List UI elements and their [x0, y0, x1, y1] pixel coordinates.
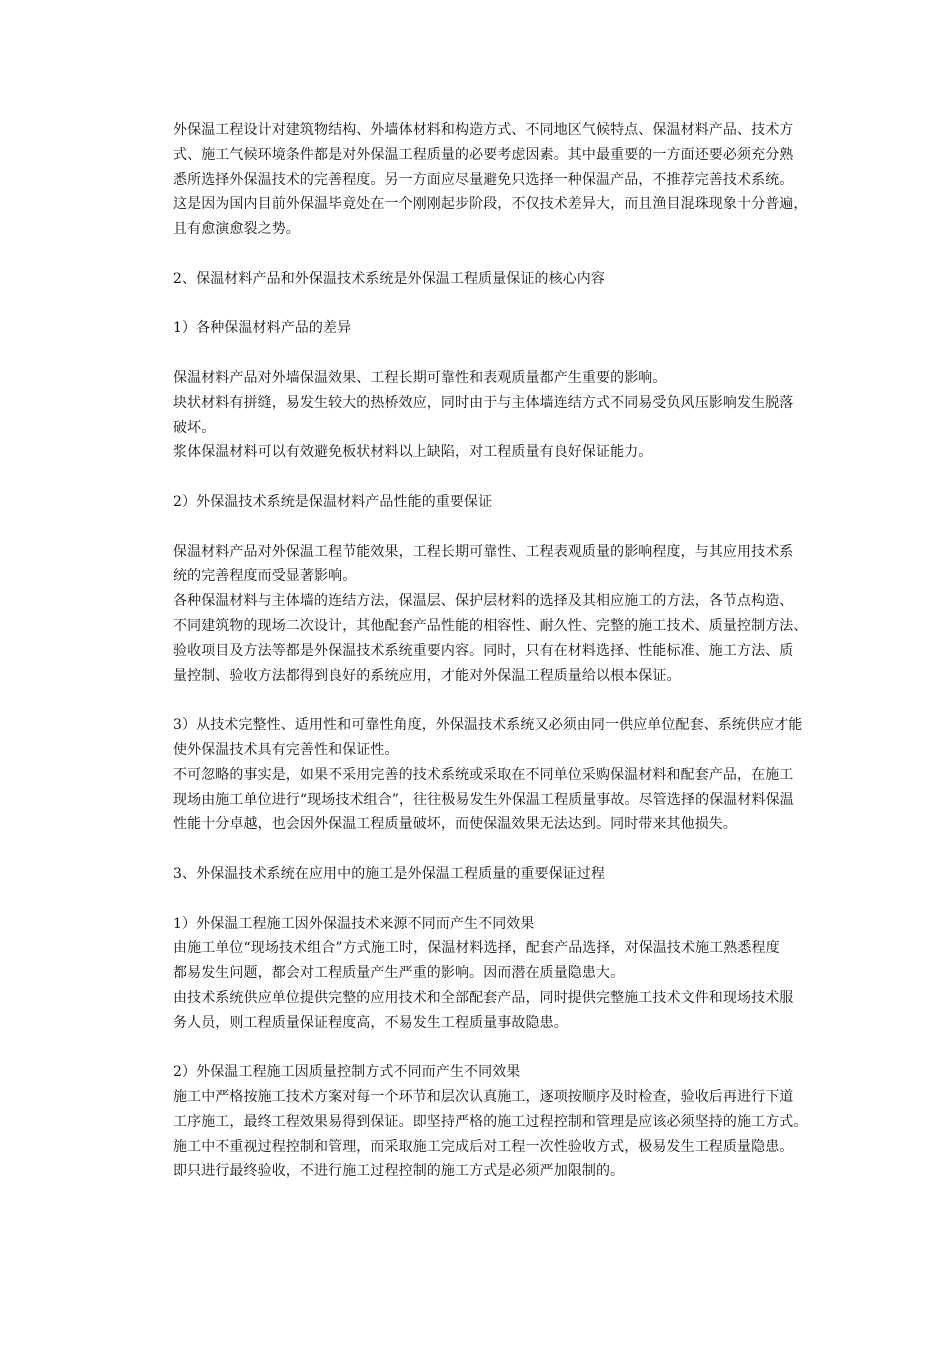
- text-line: 3、外保温技术系统在应用中的施工是外保温工程质量的重要保证过程: [173, 865, 606, 882]
- text-line: 量控制、验收方法都得到良好的系统应用，才能对外保温工程质量给以根本保证。: [173, 667, 681, 684]
- paragraph-gap: [173, 242, 813, 267]
- text-line: 2）外保温技术系统是保温材料产品性能的重要保证: [173, 493, 493, 510]
- text-line: 破坏。: [173, 419, 216, 436]
- paragraph-gap: [173, 887, 813, 912]
- text-line: 2、保温材料产品和外保温技术系统是外保温工程质量保证的核心内容: [173, 270, 606, 287]
- text-line: 性能十分卓越，也会因外保温工程质量破坏，而使保温效果无法达到。同时带来其他损失。: [173, 816, 737, 833]
- paragraph-gap: [173, 1035, 813, 1060]
- text-line: 使外保温技术具有完善性和保证性。: [173, 741, 399, 758]
- text-line: 都易发生问题，都会对工程质量产生严重的影响。因而潜在质量隐患大。: [173, 965, 625, 982]
- text-line: 块状材料有拼缝，易发生较大的热桥效应，同时由于与主体墙连结方式不同易受负风压影响发生脱落: [173, 394, 794, 411]
- text-line: 施工中严格按施工技术方案对每一个环节和层次认真施工，逐项按顺序及时检查，验收后再进行下道: [173, 1089, 794, 1106]
- text-line: 3）从技术完整性、适用性和可靠性角度，外保温技术系统又必须由同一供应单位配套、系统供应才能: [173, 717, 803, 734]
- text-line: 施工中不重视过程控制和管理，而采取施工完成后对工程一次性验收方式，极易发生工程质量隐患。: [173, 1138, 794, 1155]
- paragraph-gap: [173, 515, 813, 540]
- text-line: 1）各种保温材料产品的差异: [173, 320, 352, 337]
- text-line: 悉所选择外保温技术的完善程度。另一方面应尽量避免只选择一种保温产品，不推荐完善技术系统。: [173, 171, 794, 188]
- text-line: 1）外保温工程施工因外保温技术来源不同而产生不同效果: [173, 915, 535, 932]
- text-line: 外保温工程设计对建筑物结构、外墙体材料和构造方式、不同地区气候特点、保温材料产品、技术方: [173, 122, 794, 138]
- text-line: 2）外保温工程施工因质量控制方式不同而产生不同效果: [173, 1064, 521, 1081]
- text-line: 由施工单位“现场技术组合”方式施工时，保温材料选择，配套产品选择，对保温技术施工熟悉程度: [173, 940, 780, 957]
- text-line: 各种保温材料与主体墙的连结方法，保温层、保护层材料的选择及其相应施工的方法，各节点构造、: [173, 593, 794, 610]
- text-line: 由技术系统供应单位提供完整的应用技术和全部配套产品，同时提供完整施工技术文件和现场技术服: [173, 989, 794, 1006]
- text-line: 统的完善程度而受显著影响。: [173, 568, 357, 585]
- text-line: 不同建筑物的现场二次设计，其他配套产品性能的相容性、耐久性、完整的施工技术、质量控制方法、: [173, 617, 808, 634]
- paragraph-gap: [173, 292, 813, 317]
- text-line: 务人员，则工程质量保证程度高，不易发生工程质量事故隐患。: [173, 1014, 568, 1031]
- paragraph-gap: [173, 688, 813, 713]
- paragraph-gap: [173, 465, 813, 490]
- text-line: 且有愈演愈裂之势。: [173, 221, 300, 238]
- text-line: 保温材料产品对外墙保温效果、工程长期可靠性和表观质量都产生重要的影响。: [173, 369, 667, 386]
- text-line: 工序施工，最终工程效果易得到保证。即坚持严格的施工过程控制和管理是应该必须坚持的施工方式。: [173, 1113, 808, 1130]
- text-line: 这是因为国内目前外保温毕竟处在一个刚刚起步阶段，不仅技术差异大，而且渔目混珠现象十分普遍，: [173, 196, 808, 213]
- paragraph-gap: [173, 837, 813, 862]
- text-line: 验收项目及方法等都是外保温技术系统重要内容。同时，只有在材料选择、性能标准、施工方法、质: [173, 642, 794, 659]
- text-line: 现场由施工单位进行“现场技术组合”，往往极易发生外保温工程质量事故。尽管选择的保温材料保温: [173, 791, 794, 808]
- text-line: 式、施工气候环境条件都是对外保温工程质量的必要考虑因素。其中最重要的一方面还要必须充分熟: [173, 146, 794, 163]
- document-body: [173, 118, 813, 1184]
- text-line: 即只进行最终验收，不进行施工过程控制的施工方式是必须严加限制的。: [173, 1163, 625, 1180]
- text-line: 不可忽略的事实是，如果不采用完善的技术系统或采取在不同单位采购保温材料和配套产品，在施工: [173, 766, 794, 783]
- paragraph-gap: [173, 341, 813, 366]
- text-line: 浆体保温材料可以有效避免板状材料以上缺陷，对工程质量有良好保证能力。: [173, 444, 653, 461]
- text-line: 保温材料产品对外保温工程节能效果，工程长期可靠性、工程表观质量的影响程度，与其应用技术系: [173, 543, 794, 560]
